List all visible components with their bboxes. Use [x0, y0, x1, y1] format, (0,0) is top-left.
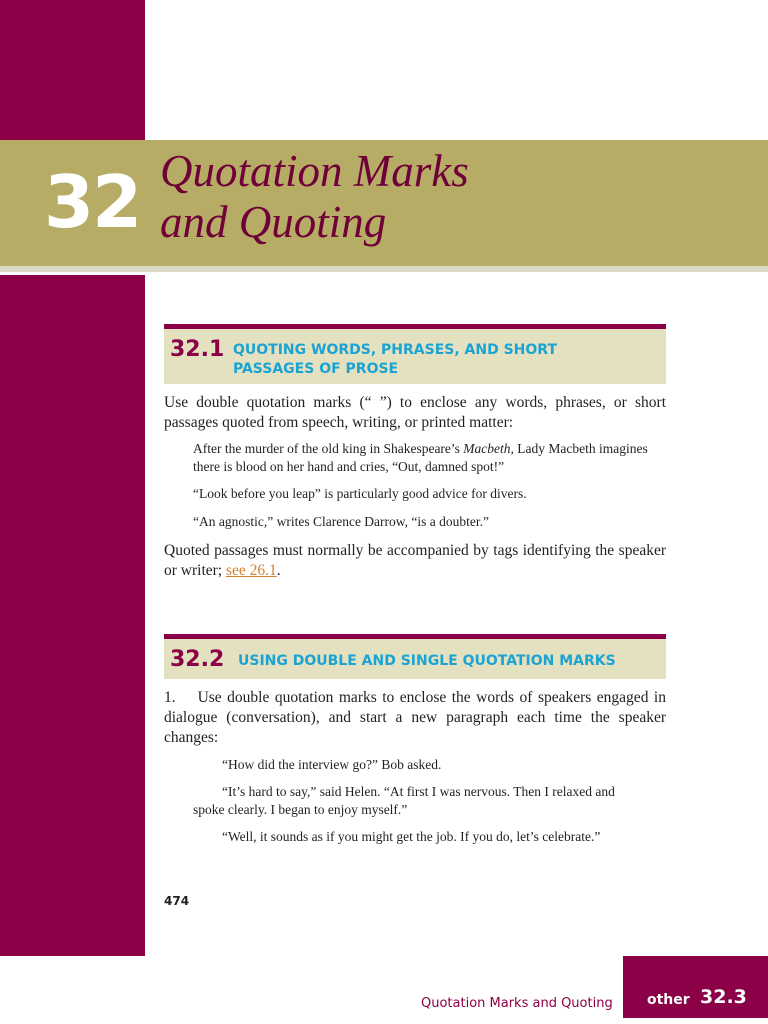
section-title: USING DOUBLE AND SINGLE QUOTATION MARKS	[238, 653, 616, 669]
section-number: 32.2	[170, 647, 225, 672]
rule-1-paragraph: 1. Use double quotation marks to enclose the words of speakers engaged in dialogue (conversation), and start a new paragraph each time the speaker changes:	[164, 689, 670, 746]
tags-paragraph	[164, 541, 666, 581]
example-quote-darrow: “An agnostic,” writes Clarence Darrow, “is a doubter.”	[193, 514, 490, 529]
example-quote-leap: “Look before you leap” is particularly good advice for divers.	[193, 486, 527, 501]
section-heading-32-2	[164, 634, 666, 679]
example-quote-macbeth	[193, 440, 653, 476]
dialogue-line-1: “How did the interview go?” Bob asked.	[222, 757, 442, 772]
section-heading-32-1	[164, 324, 666, 384]
running-footer-title: Quotation Marks and Quoting	[421, 996, 613, 1011]
chapter-title-line-2: and Quoting	[160, 197, 387, 247]
section-title-line-2: PASSAGES OF PROSE	[233, 361, 399, 377]
example-italic-title: Macbeth,	[463, 441, 514, 456]
tags-end: .	[276, 562, 281, 579]
dialogue-line-2: “It’s hard to say,” said Helen. “At first I was nervous. Then I relaxed and spoke clearly. I began to enjoy myself.”	[193, 784, 615, 817]
left-margin-bar	[0, 275, 145, 956]
section-title	[233, 341, 557, 379]
next-section-tab[interactable]	[623, 956, 768, 1018]
page-number: 474	[164, 894, 190, 908]
next-section-tab-number: 32.3	[700, 986, 747, 1008]
chapter-title-line-1: Quotation Marks	[160, 146, 469, 196]
next-section-tab-label: other	[647, 992, 690, 1008]
chapter-title	[160, 146, 680, 248]
example-text: Lady Macbeth imagines there is blood on her hand and cries, “Out, damned spot!”	[193, 441, 648, 474]
section-intro-paragraph: Use double quotation marks (“ ”) to enclose any words, phrases, or short passages quoted from speech, writing, or printed matter:	[164, 394, 666, 431]
section-title-line-1: QUOTING WORDS, PHRASES, AND SHORT	[233, 342, 557, 358]
dialogue-line-3: “Well, it sounds as if you might get the job. If you do, let’s celebrate.”	[222, 829, 601, 844]
chapter-number: 32	[44, 160, 141, 244]
chapter-header-rule	[0, 266, 768, 272]
example-text: After the murder of the old king in Shakespeare’s	[193, 441, 464, 456]
cross-reference-link[interactable]: see 26.1	[225, 562, 277, 579]
tags-text: Quoted passages must normally be accompanied by tags identifying the speaker or writer;	[164, 542, 666, 579]
left-margin-bar-top	[0, 0, 145, 140]
section-number: 32.1	[170, 337, 225, 362]
